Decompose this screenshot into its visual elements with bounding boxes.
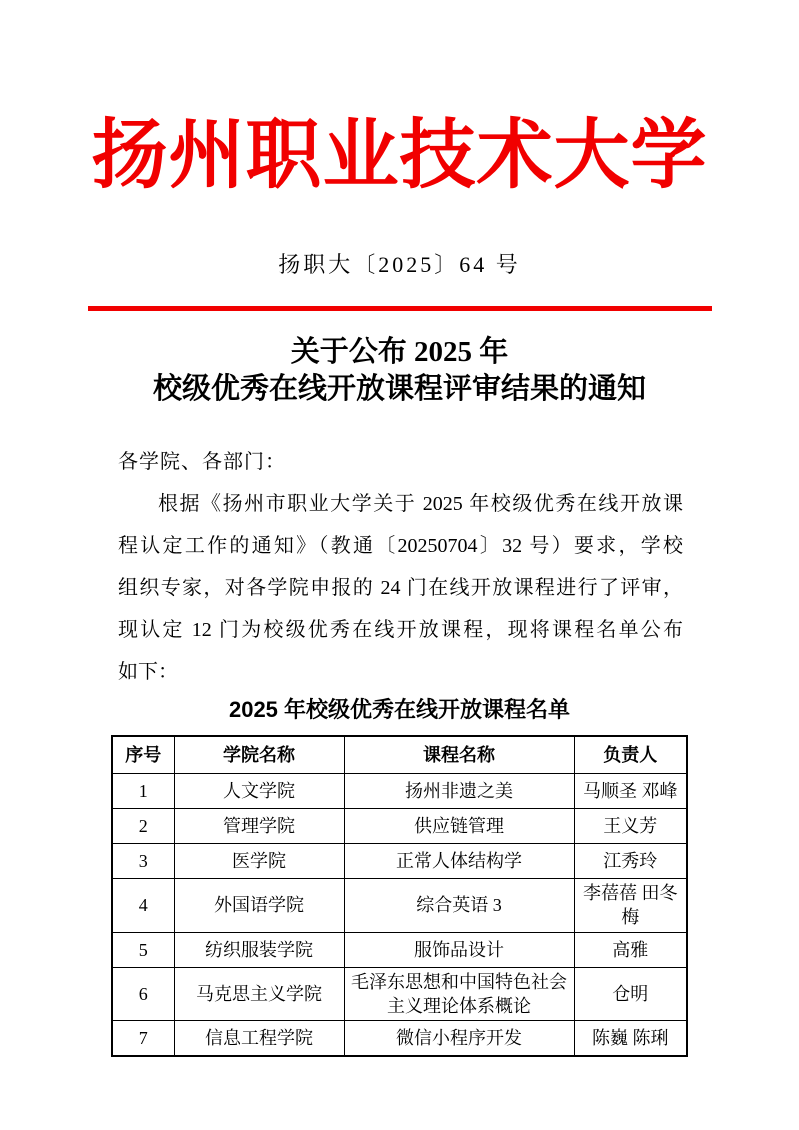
table-row <box>112 809 687 844</box>
cell-index: 4 <box>112 879 174 933</box>
table-row <box>112 774 687 809</box>
cell-index: 6 <box>112 967 174 1021</box>
cell-college: 医学院 <box>174 844 344 879</box>
body-line: 根据《扬州市职业大学关于 2025 年校级优秀在线开放课 <box>158 493 683 516</box>
table-row <box>112 844 687 879</box>
table-row <box>112 932 687 967</box>
table-row <box>112 1021 687 1057</box>
course-table <box>111 735 688 1057</box>
table-row <box>112 967 687 1021</box>
body-line: 程认定工作的通知》（教通〔20250704〕32 号）要求，学校 <box>118 535 683 558</box>
cell-course: 正常人体结构学 <box>344 844 574 879</box>
cell-college: 管理学院 <box>174 809 344 844</box>
red-divider-line <box>88 306 712 311</box>
cell-course: 微信小程序开发 <box>344 1021 574 1057</box>
cell-leader: 陈巍 陈琍 <box>574 1021 687 1057</box>
cell-college: 信息工程学院 <box>174 1021 344 1057</box>
body-line: 组织专家，对各学院申报的 24 门在线开放课程进行了评审， <box>118 577 683 600</box>
table-row <box>112 879 687 933</box>
cell-leader: 王义芳 <box>574 809 687 844</box>
cell-leader: 李蓓蓓 田冬梅 <box>574 879 687 933</box>
header-cell-index: 序号 <box>112 736 174 774</box>
cell-index: 5 <box>112 932 174 967</box>
cell-leader: 高雅 <box>574 932 687 967</box>
notice-body <box>118 441 683 693</box>
header-cell-course: 课程名称 <box>344 736 574 774</box>
university-name: 扬州职业技术大学 <box>91 114 708 198</box>
cell-index: 2 <box>112 809 174 844</box>
cell-course: 毛泽东思想和中国特色社会主义理论体系概论 <box>344 967 574 1021</box>
header-cell-college: 学院名称 <box>174 736 344 774</box>
document-title <box>0 334 799 408</box>
body-line: 现认定 12 门为校级优秀在线开放课程，现将课程名单公布 <box>118 619 683 642</box>
cell-course: 供应链管理 <box>344 809 574 844</box>
cell-college: 人文学院 <box>174 774 344 809</box>
header-cell-leader: 负责人 <box>574 736 687 774</box>
salutation: 各学院、各部门： <box>118 451 286 474</box>
cell-college: 马克思主义学院 <box>174 967 344 1021</box>
table-header-row <box>112 736 687 774</box>
cell-index: 3 <box>112 844 174 879</box>
document-number: 扬职大〔2025〕64 号 <box>278 252 521 278</box>
cell-index: 1 <box>112 774 174 809</box>
document-title-line1: 关于公布 2025 年 <box>290 336 509 369</box>
cell-index: 7 <box>112 1021 174 1057</box>
cell-course: 服饰品设计 <box>344 932 574 967</box>
cell-leader: 江秀玲 <box>574 844 687 879</box>
document-title-line2: 校级优秀在线开放课程评审结果的通知 <box>152 373 646 406</box>
cell-college: 纺织服装学院 <box>174 932 344 967</box>
cell-course: 综合英语 3 <box>344 879 574 933</box>
cell-leader: 仓明 <box>574 967 687 1021</box>
cell-leader: 马顺圣 邓峰 <box>574 774 687 809</box>
body-line: 如下： <box>118 661 178 684</box>
cell-college: 外国语学院 <box>174 879 344 933</box>
cell-course: 扬州非遗之美 <box>344 774 574 809</box>
table-title: 2025 年校级优秀在线开放课程名单 <box>228 697 571 723</box>
